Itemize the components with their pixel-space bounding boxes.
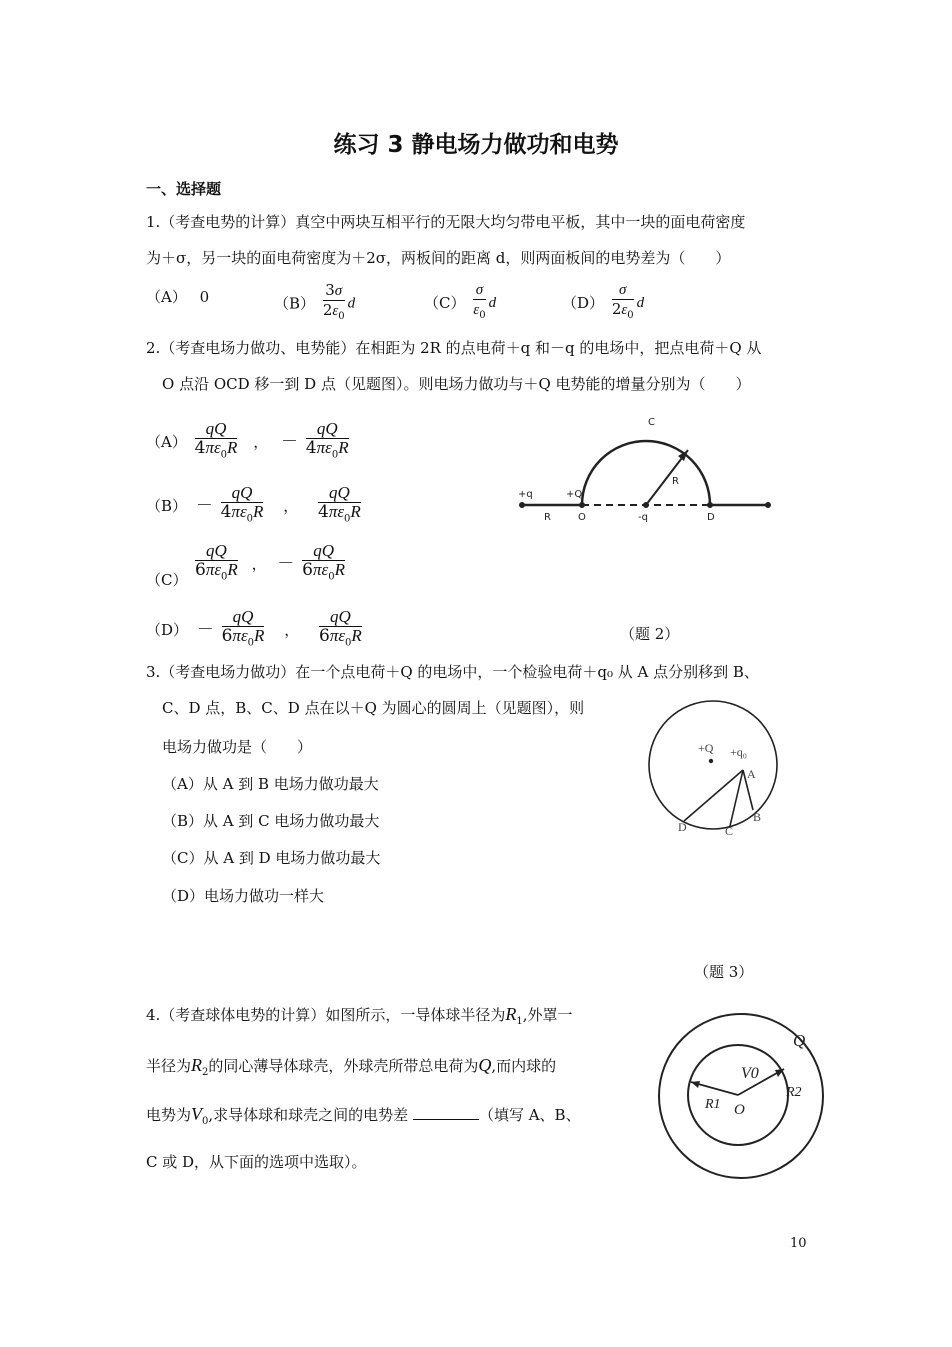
q4-figure — [650, 1008, 840, 1180]
q2-option-b-label: （B） — [146, 497, 188, 516]
q3-fig-label-a: A — [747, 767, 756, 781]
q4-fig-label-o: O — [734, 1102, 745, 1118]
q2-c-frac1: $\frac{qQ}{6\pi\varepsilon_0R}$ — [195, 541, 238, 583]
q2-option-d-label: （D） — [146, 621, 189, 640]
q2-option-c-formula: $\frac{qQ}{6\pi\varepsilon_0R}$ ， － $\frac{qQ}{6\pi\varepsilon_0R}$ — [192, 542, 348, 586]
q2-option-a: （A） $\frac{qQ}{4\pi\varepsilon_0R}$ ， － $\frac{qQ}{4\pi\varepsilon_0R}$ — [146, 420, 352, 464]
q2-fig-label-r-radius: R — [672, 476, 679, 487]
q1-c-fraction: $\frac{\sigma}{\varepsilon_0}$ — [473, 282, 486, 321]
q4-line3: 电势为$V_0$,求导体球和球壳之间的电势差 （填写 A、B、 — [146, 1104, 581, 1127]
q4-fig-label-r2: R2 — [786, 1085, 802, 1100]
q4-line4: C 或 D，从下面的选项中选取）。 — [146, 1153, 367, 1171]
q3-figure — [640, 700, 790, 850]
q3-fig-label-c: C — [725, 824, 734, 838]
q3-line2: C、D 点，B、C、D 点在以＋Q 为圆心的圆周上（见题图），则 — [162, 699, 585, 717]
q2-fig-label-r-dist: R — [544, 512, 551, 523]
q2-line1: 2.（考查电场力做功、电势能）在相距为 2R 的点电荷＋q 和－q 的电场中，把点电荷＋Q 从 — [146, 339, 762, 357]
q1-line2: 为＋σ，另一块的面电荷密度为＋2σ，两板间的距离 d，则两面板间的电势差为（ ） — [146, 249, 731, 267]
q4-line2b: 的同心薄导体球壳，外球壳所带总电荷为 — [208, 1057, 479, 1075]
q4-line3c: （填写 A、B、 — [478, 1106, 581, 1124]
q2-d-frac1: $\frac{qQ}{6\pi\varepsilon_0R}$ — [221, 607, 265, 649]
q3-line3: 电场力做功是（ ） — [162, 738, 313, 756]
q2-fig-label-plus-q: +q — [518, 489, 533, 500]
q2-option-a-label: （A） — [146, 433, 187, 452]
q1-option-b: （B） $\frac{3\sigma}{2\varepsilon_0}$ d — [274, 281, 355, 326]
q4-line3b: ,求导体球和球壳之间的电势差 — [208, 1106, 409, 1124]
q2-b-frac1: $\frac{qQ}{4\pi\varepsilon_0R}$ — [220, 483, 264, 525]
q2-c-frac2: $\frac{qQ}{6\pi\varepsilon_0R}$ — [302, 541, 345, 583]
q2-fig-label-minus-q: -q — [638, 512, 648, 523]
q2-option-b: （B） － $\frac{qQ}{4\pi\varepsilon_0R}$ ， $\frac{qQ}{4\pi\varepsilon_0R}$ — [146, 484, 364, 528]
q1-option-d-label: （D） — [562, 294, 605, 312]
section-heading: 一、选择题 — [146, 180, 222, 198]
q1-option-a — [146, 287, 209, 307]
q4-answer-blank[interactable] — [413, 1105, 479, 1120]
q2-fig-label-d: D — [707, 512, 715, 523]
q2-fig-label-plus-big-q: +Q — [566, 489, 583, 500]
q4-line1a: 4.（考查球体电势的计算）如图所示，一导体球半径为 — [146, 1006, 506, 1024]
q1-option-b-label: （B） — [274, 294, 316, 313]
q3-line1: 3.（考查电场力做功）在一个点电荷＋Q 的电场中，一个检验电荷＋q₀ 从 A 点分别移到 B、 — [146, 663, 759, 681]
q4-line2a: 半径为 — [146, 1057, 192, 1075]
q3-caption: （题 3） — [694, 963, 754, 981]
q2-d-frac2: $\frac{qQ}{6\pi\varepsilon_0R}$ — [318, 607, 362, 649]
q2-option-c-label: （C） — [146, 571, 188, 589]
q4-fig-label-v0: V0 — [741, 1065, 759, 1082]
q4-line1b: ,外罩一 — [522, 1006, 573, 1024]
q2-fig-label-o: O — [578, 512, 586, 523]
q1-option-d: （D） $\frac{\sigma}{2\varepsilon_0}$ d — [562, 281, 644, 325]
q2-caption: （题 2） — [620, 625, 680, 643]
page-title: 练习 3 静电场力做功和电势 — [333, 132, 619, 158]
q2-fig-label-c: C — [648, 417, 655, 428]
q1-option-a-value: 0 — [199, 288, 210, 306]
q3-fig-label-q: +Q — [698, 741, 714, 755]
q1-b-fraction: $\frac{3\sigma}{2\varepsilon_0}$ — [322, 281, 345, 322]
q3-option-a: （A）从 A 到 B 电场力做功最大 — [162, 775, 379, 793]
q4-fig-label-q: Q — [793, 1031, 806, 1050]
q2-a-frac1: $\frac{qQ}{4\pi\varepsilon_0R}$ — [194, 419, 238, 461]
q1-option-c: （C） $\frac{\sigma}{\varepsilon_0}$ d — [424, 281, 496, 325]
q2-option-d: （D） － $\frac{qQ}{6\pi\varepsilon_0R}$ ， $\frac{qQ}{6\pi\varepsilon_0R}$ — [146, 608, 365, 652]
q3-fig-label-q0: +q₀ — [730, 745, 747, 759]
q4-fig-label-r1: R1 — [705, 1097, 721, 1112]
q1-d-fraction: $\frac{\sigma}{2\varepsilon_0}$ — [611, 282, 634, 321]
q1-option-c-label: （C） — [424, 294, 466, 312]
q2-line2: O 点沿 OCD 移一到 D 点（见题图）。则电场力做功与＋Q 电势能的增量分别为（ ） — [162, 375, 751, 393]
q4-line3a: 电势为 — [146, 1106, 192, 1124]
q2-figure — [510, 408, 780, 528]
q4-line2c: ,而内球的 — [491, 1057, 557, 1075]
q3-option-b: （B）从 A 到 C 电场力做功最大 — [162, 812, 380, 830]
q3-fig-label-b: B — [753, 810, 762, 824]
q3-option-d: （D）电场力做功一样大 — [162, 887, 325, 905]
q2-b-frac2: $\frac{qQ}{4\pi\varepsilon_0R}$ — [317, 483, 361, 525]
q1-option-a-label: （A） — [146, 288, 187, 306]
page-number: 10 — [790, 1236, 807, 1251]
q1-line1: 1.（考查电势的计算）真空中两块互相平行的无限大均匀带电平板，其中一块的面电荷密度 — [146, 213, 746, 231]
q3-fig-label-d: D — [678, 820, 687, 834]
q4-line1: 4.（考查球体电势的计算）如图所示，一导体球半径为$R_1$,外罩一 — [146, 1004, 573, 1027]
q2-a-frac2: $\frac{qQ}{4\pi\varepsilon_0R}$ — [305, 419, 349, 461]
q3-option-c: （C）从 A 到 D 电场力做功最大 — [162, 849, 381, 867]
q4-line2: 半径为$R_2$的同心薄导体球壳，外球壳所带总电荷为Q,而内球的 — [146, 1055, 557, 1078]
